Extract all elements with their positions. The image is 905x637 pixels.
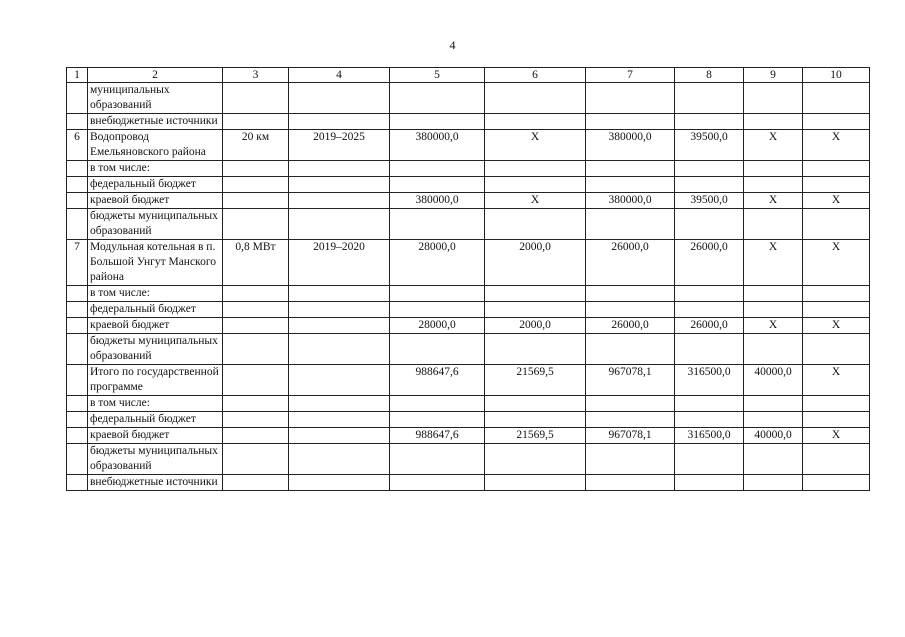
- row-number-cell: [67, 318, 88, 334]
- table-cell: [223, 412, 289, 428]
- table-cell: [586, 161, 675, 177]
- table-body: [67, 83, 870, 491]
- table-cell: 967078,1: [586, 428, 675, 444]
- table-cell: [485, 177, 586, 193]
- table-row: [67, 209, 870, 240]
- table-cell: [223, 428, 289, 444]
- header-cell: 4: [289, 68, 390, 83]
- table-cell: [586, 475, 675, 491]
- table-cell: [803, 209, 870, 240]
- row-number-cell: [67, 114, 88, 130]
- table-cell: [289, 334, 390, 365]
- row-label-cell: бюджеты муниципальных образований: [88, 334, 223, 365]
- table-cell: 21569,5: [485, 365, 586, 396]
- row-label-cell: краевой бюджет: [88, 193, 223, 209]
- table-cell: [675, 444, 744, 475]
- table-row: [67, 114, 870, 130]
- header-cell: 10: [803, 68, 870, 83]
- table-cell: [675, 83, 744, 114]
- table-cell: [675, 286, 744, 302]
- table-cell: [485, 302, 586, 318]
- table-row: [67, 302, 870, 318]
- header-cell: 8: [675, 68, 744, 83]
- table-cell: 988647,6: [390, 365, 485, 396]
- row-number-cell: [67, 161, 88, 177]
- table-cell: [289, 396, 390, 412]
- row-number-cell: [67, 444, 88, 475]
- table-cell: [803, 412, 870, 428]
- header-cell: 1: [67, 68, 88, 83]
- table-cell: [223, 161, 289, 177]
- row-number-cell: [67, 302, 88, 318]
- table-cell: [223, 334, 289, 365]
- table-cell: [744, 114, 803, 130]
- table-cell: 380000,0: [390, 130, 485, 161]
- table-cell: [485, 83, 586, 114]
- table-cell: 26000,0: [675, 240, 744, 286]
- table-cell: [289, 318, 390, 334]
- table-cell: 39500,0: [675, 130, 744, 161]
- table-cell: [289, 161, 390, 177]
- table-cell: 40000,0: [744, 365, 803, 396]
- table-cell: 316500,0: [675, 365, 744, 396]
- table-cell: [586, 114, 675, 130]
- table-cell: 380000,0: [586, 193, 675, 209]
- table-cell: [289, 412, 390, 428]
- table-cell: 380000,0: [390, 193, 485, 209]
- table-cell: [744, 177, 803, 193]
- table-cell: [223, 396, 289, 412]
- table-cell: [289, 114, 390, 130]
- table-cell: 21569,5: [485, 428, 586, 444]
- table-cell: [289, 209, 390, 240]
- table-cell: [586, 177, 675, 193]
- row-number-cell: [67, 334, 88, 365]
- row-label-cell: Итого по государственной программе: [88, 365, 223, 396]
- table-cell: [223, 209, 289, 240]
- table-cell: [390, 444, 485, 475]
- row-number-cell: [67, 286, 88, 302]
- table-cell: [803, 114, 870, 130]
- row-number-cell: [67, 428, 88, 444]
- table-cell: [586, 286, 675, 302]
- table-cell: 26000,0: [586, 240, 675, 286]
- table-cell: [675, 302, 744, 318]
- table-cell: [289, 428, 390, 444]
- table-cell: [744, 286, 803, 302]
- table-cell: Х: [803, 428, 870, 444]
- table-cell: [485, 334, 586, 365]
- table-cell: 316500,0: [675, 428, 744, 444]
- header-cell: 9: [744, 68, 803, 83]
- table-cell: [289, 177, 390, 193]
- table-row: [67, 83, 870, 114]
- table-cell: [390, 302, 485, 318]
- table-cell: Х: [744, 318, 803, 334]
- table-row: [67, 412, 870, 428]
- table-row: [67, 396, 870, 412]
- table-row: [67, 444, 870, 475]
- table-cell: [390, 396, 485, 412]
- table-cell: [803, 177, 870, 193]
- table-row: [67, 193, 870, 209]
- table-cell: [390, 475, 485, 491]
- table-cell: [803, 83, 870, 114]
- table-cell: [803, 302, 870, 318]
- table-cell: [586, 302, 675, 318]
- table-cell: [390, 286, 485, 302]
- table-cell: [586, 444, 675, 475]
- row-number-cell: [67, 193, 88, 209]
- table-cell: [803, 475, 870, 491]
- table-cell: [223, 193, 289, 209]
- table-cell: [485, 396, 586, 412]
- row-label-cell: федеральный бюджет: [88, 177, 223, 193]
- table-row: [67, 177, 870, 193]
- table-cell: [223, 318, 289, 334]
- page-number: 4: [449, 38, 456, 52]
- table-cell: [485, 475, 586, 491]
- row-number-cell: [67, 396, 88, 412]
- table-cell: 26000,0: [586, 318, 675, 334]
- table-cell: 40000,0: [744, 428, 803, 444]
- row-label-cell: бюджеты муниципальных образований: [88, 444, 223, 475]
- table-cell: [289, 444, 390, 475]
- header-cell: 5: [390, 68, 485, 83]
- table-row: [67, 130, 870, 161]
- table-cell: [803, 286, 870, 302]
- row-number-cell: [67, 412, 88, 428]
- table-cell: 2019–2020: [289, 240, 390, 286]
- table-cell: [744, 161, 803, 177]
- header-cell: 6: [485, 68, 586, 83]
- table-cell: 988647,6: [390, 428, 485, 444]
- table-cell: 2000,0: [485, 318, 586, 334]
- table-cell: [803, 161, 870, 177]
- table-cell: [390, 83, 485, 114]
- table-cell: 39500,0: [675, 193, 744, 209]
- table-cell: [223, 286, 289, 302]
- row-number-cell: [67, 209, 88, 240]
- table-cell: [289, 302, 390, 318]
- table-cell: Х: [803, 318, 870, 334]
- table-row: [67, 334, 870, 365]
- table-cell: 0,8 МВт: [223, 240, 289, 286]
- table-cell: [675, 396, 744, 412]
- table-row: [67, 318, 870, 334]
- header-cell: 2: [88, 68, 223, 83]
- row-number-cell: [67, 83, 88, 114]
- table-cell: [390, 177, 485, 193]
- table-cell: [223, 114, 289, 130]
- table-cell: [390, 114, 485, 130]
- table-cell: Х: [744, 193, 803, 209]
- table-cell: [223, 365, 289, 396]
- table-row: [67, 286, 870, 302]
- table-cell: [223, 444, 289, 475]
- table-cell: [289, 83, 390, 114]
- table-cell: [485, 444, 586, 475]
- table-cell: [223, 475, 289, 491]
- table-row: [67, 240, 870, 286]
- table-cell: [586, 334, 675, 365]
- table-cell: [744, 83, 803, 114]
- table-cell: [289, 475, 390, 491]
- row-number-cell: 6: [67, 130, 88, 161]
- row-label-cell: в том числе:: [88, 161, 223, 177]
- row-number-cell: [67, 177, 88, 193]
- table-cell: [390, 209, 485, 240]
- table-cell: 26000,0: [675, 318, 744, 334]
- table-cell: [675, 177, 744, 193]
- row-number-cell: 7: [67, 240, 88, 286]
- table-cell: [289, 286, 390, 302]
- table-cell: 20 км: [223, 130, 289, 161]
- table-cell: [744, 444, 803, 475]
- table-cell: Х: [803, 365, 870, 396]
- table-cell: 967078,1: [586, 365, 675, 396]
- table-cell: [223, 302, 289, 318]
- row-label-cell: бюджеты муниципальных образований: [88, 209, 223, 240]
- table-cell: 2019–2025: [289, 130, 390, 161]
- header-cell: 7: [586, 68, 675, 83]
- row-label-cell: внебюджетные источники: [88, 114, 223, 130]
- row-label-cell: в том числе:: [88, 396, 223, 412]
- table-cell: [586, 209, 675, 240]
- table-cell: [744, 412, 803, 428]
- table-cell: Х: [485, 130, 586, 161]
- table-row: [67, 365, 870, 396]
- row-label-cell: Модульная котельная в п. Большой Унгут Манского района: [88, 240, 223, 286]
- table-cell: [289, 365, 390, 396]
- table-cell: [744, 302, 803, 318]
- row-label-cell: краевой бюджет: [88, 318, 223, 334]
- table-cell: [390, 161, 485, 177]
- table-cell: [744, 475, 803, 491]
- table-cell: Х: [803, 193, 870, 209]
- table-cell: [744, 334, 803, 365]
- table-cell: [223, 177, 289, 193]
- row-number-cell: [67, 475, 88, 491]
- table-cell: [485, 286, 586, 302]
- table-row: [67, 161, 870, 177]
- table-cell: [586, 396, 675, 412]
- table-cell: [803, 444, 870, 475]
- table-cell: 2000,0: [485, 240, 586, 286]
- table-cell: [586, 83, 675, 114]
- table-cell: [485, 114, 586, 130]
- table-cell: [675, 412, 744, 428]
- table-cell: Х: [803, 240, 870, 286]
- table-cell: Х: [744, 240, 803, 286]
- table-cell: 380000,0: [586, 130, 675, 161]
- table-cell: [390, 412, 485, 428]
- table-cell: [485, 209, 586, 240]
- table-cell: [675, 475, 744, 491]
- table-cell: Х: [803, 130, 870, 161]
- row-label-cell: внебюджетные источники: [88, 475, 223, 491]
- row-label-cell: краевой бюджет: [88, 428, 223, 444]
- table-row: [67, 475, 870, 491]
- table-row: [67, 428, 870, 444]
- table-cell: [223, 83, 289, 114]
- row-label-cell: в том числе:: [88, 286, 223, 302]
- budget-table: [66, 67, 870, 491]
- row-label-cell: Водопровод Емельяновского района: [88, 130, 223, 161]
- table-cell: [675, 209, 744, 240]
- table-cell: [744, 209, 803, 240]
- table-cell: [289, 193, 390, 209]
- table-cell: Х: [485, 193, 586, 209]
- table-cell: [803, 396, 870, 412]
- table-cell: 28000,0: [390, 240, 485, 286]
- table-cell: [675, 114, 744, 130]
- table-cell: 28000,0: [390, 318, 485, 334]
- row-label-cell: федеральный бюджет: [88, 412, 223, 428]
- table-cell: [803, 334, 870, 365]
- row-label-cell: федеральный бюджет: [88, 302, 223, 318]
- table-cell: [675, 334, 744, 365]
- table-cell: [744, 396, 803, 412]
- table-cell: Х: [744, 130, 803, 161]
- row-label-cell: муниципальных образований: [88, 83, 223, 114]
- table-cell: [485, 412, 586, 428]
- header-cell: 3: [223, 68, 289, 83]
- header-row: [67, 68, 870, 83]
- row-number-cell: [67, 365, 88, 396]
- table-cell: [675, 161, 744, 177]
- table-cell: [586, 412, 675, 428]
- table-cell: [390, 334, 485, 365]
- table-cell: [485, 161, 586, 177]
